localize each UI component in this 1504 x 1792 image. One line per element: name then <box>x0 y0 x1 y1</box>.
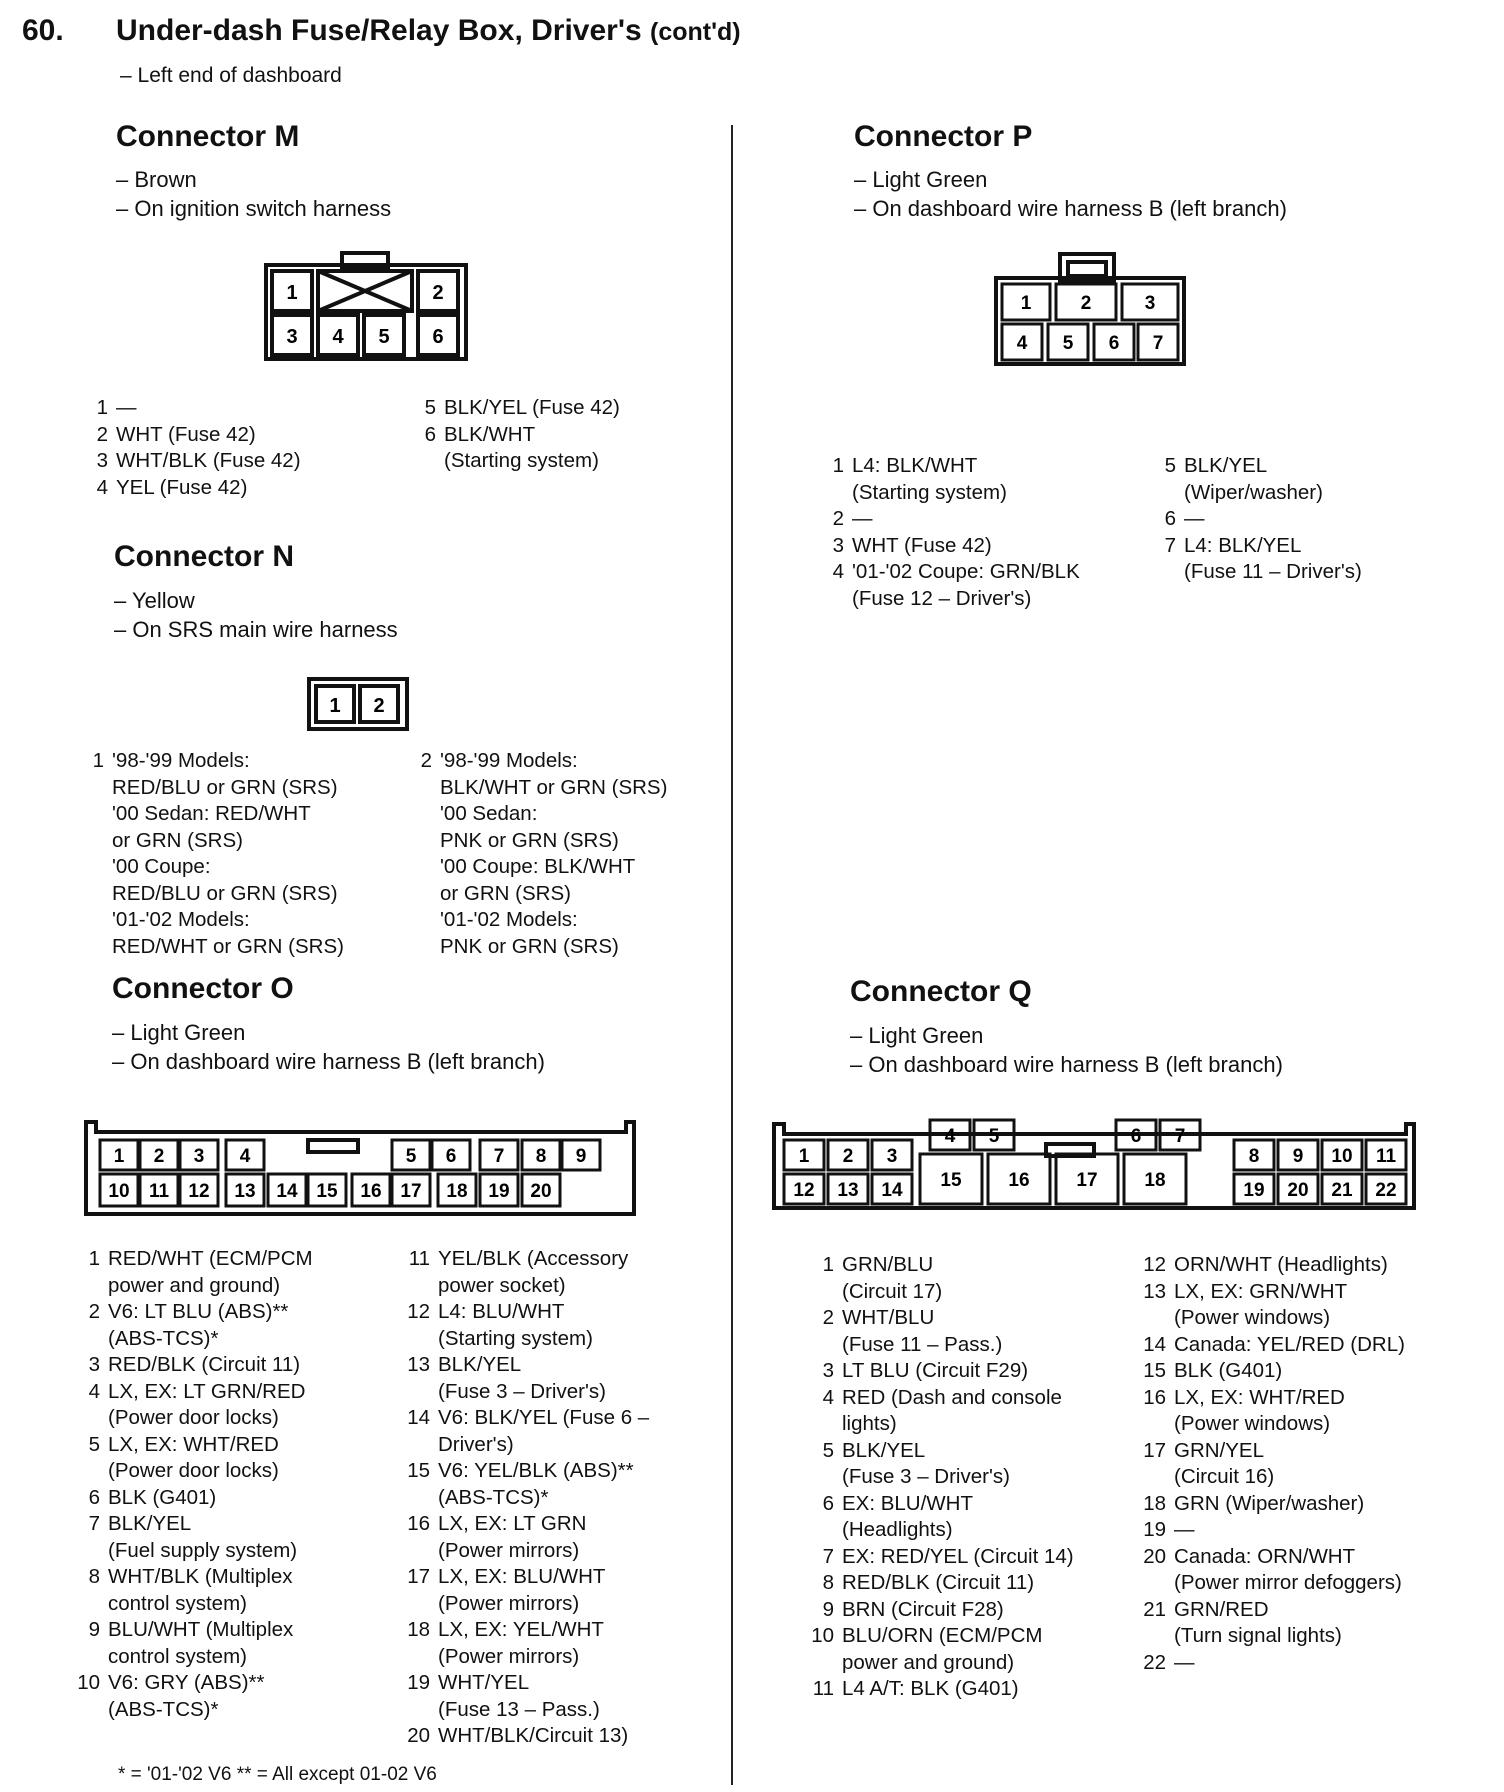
pin-number: 2 <box>420 749 432 772</box>
connector-p-diagram <box>992 250 1192 370</box>
pin-entry <box>414 395 714 422</box>
connector-m-location: – On ignition switch harness <box>116 196 392 221</box>
pin-number: 3 <box>88 1353 100 1376</box>
pin-wire-description: EX: BLU/WHT (Headlights) <box>842 1491 973 1541</box>
section-number: 60. <box>22 14 64 47</box>
pin-entry <box>82 748 412 960</box>
pin-number: 4 <box>96 475 108 499</box>
pin-wire-description: L4: BLK/WHT (Starting system) <box>852 454 1007 504</box>
pin-entry <box>1136 1517 1496 1544</box>
pin-number: 17 <box>1143 1438 1166 1462</box>
pin-entry <box>1136 1544 1496 1597</box>
pin-number: 6 <box>424 422 436 446</box>
pin-wire-description: GRN/BLU (Circuit 17) <box>842 1253 943 1303</box>
connector-q-pin-label: 6 <box>1130 1125 1142 1147</box>
pin-wire-description: GRN/YEL (Circuit 16) <box>1174 1438 1275 1488</box>
connector-q-pin-label: 2 <box>842 1145 854 1167</box>
pin-entry <box>400 1723 730 1750</box>
connector-n-pins-col2 <box>410 748 730 960</box>
connector-o-pin-label: 13 <box>234 1180 256 1202</box>
connector-o-latch <box>308 1140 358 1152</box>
pin-entry <box>86 422 406 449</box>
connector-q-desc <box>850 1021 1283 1079</box>
pin-wire-description: V6: YEL/BLK (ABS)** (ABS-TCS)* <box>438 1459 634 1509</box>
pin-entry <box>804 1597 1144 1624</box>
pin-wire-description: — <box>1184 507 1205 530</box>
pin-number: 6 <box>822 1491 834 1515</box>
pin-entry <box>820 506 1160 533</box>
pin-number: 15 <box>407 1459 430 1482</box>
pin-entry <box>70 1485 410 1512</box>
pin-wire-description: — <box>1174 1518 1195 1541</box>
pin-entry <box>1136 1252 1496 1279</box>
connector-p-latch-inner <box>1068 262 1106 276</box>
connector-q-pin-label: 21 <box>1331 1179 1353 1201</box>
connector-q-pin-label: 17 <box>1076 1169 1098 1191</box>
pin-wire-description: LX, EX: YEL/WHT (Power mirrors) <box>438 1618 604 1668</box>
pin-number: 2 <box>88 1300 100 1323</box>
pin-entry <box>70 1299 410 1352</box>
pin-wire-description: YEL/BLK (Accessory power socket) <box>438 1247 629 1297</box>
pin-entry <box>70 1432 410 1485</box>
pin-wire-description: LX, EX: LT GRN (Power mirrors) <box>438 1512 587 1562</box>
connector-q-pin-label: 12 <box>793 1179 815 1201</box>
pin-number: 1 <box>92 749 104 772</box>
pin-wire-description: EX: RED/YEL (Circuit 14) <box>842 1544 1074 1568</box>
page-title-main: Under-dash Fuse/Relay Box, Driver's <box>116 14 642 47</box>
page-title-suffix: (cont'd) <box>650 18 741 46</box>
pin-wire-description: BLK/YEL (Fuse 42) <box>444 396 620 419</box>
pin-wire-description: '01-'02 Coupe: GRN/BLK (Fuse 12 – Driver's) <box>852 560 1080 610</box>
connector-n-pin-label: 2 <box>373 695 385 717</box>
connector-o-pin-label: 17 <box>400 1180 422 1202</box>
pin-entry <box>820 453 1160 506</box>
pin-wire-description: WHT/YEL (Fuse 13 – Pass.) <box>438 1671 600 1721</box>
connector-o-pin-label: 6 <box>445 1145 457 1167</box>
page-subtitle: – Left end of dashboard <box>120 64 342 87</box>
pin-entry <box>1136 1332 1496 1359</box>
pin-number: 4 <box>822 1385 834 1409</box>
connector-q-pin-label: 5 <box>988 1125 1000 1147</box>
pin-number: 16 <box>407 1512 430 1535</box>
pin-entry <box>400 1352 730 1405</box>
pin-number: 10 <box>77 1671 100 1694</box>
pin-wire-description: WHT (Fuse 42) <box>852 533 992 557</box>
connector-o-pins-col2 <box>400 1246 730 1750</box>
connector-o-pin-label: 20 <box>530 1180 552 1202</box>
pin-wire-description: BLK/YEL (Fuse 3 – Driver's) <box>842 1438 1010 1488</box>
connector-n-pin-label: 1 <box>329 695 341 717</box>
pin-wire-description: LX, EX: LT GRN/RED (Power door locks) <box>108 1379 306 1429</box>
pin-wire-description: BLK/YEL (Wiper/washer) <box>1184 454 1323 504</box>
pin-entry <box>86 448 406 475</box>
connector-q-title: Connector Q <box>850 975 1032 1008</box>
connector-p-pins-col1 <box>820 453 1160 612</box>
connector-o-footnote: * = '01-'02 V6 ** = All except 01-02 V6 <box>118 1764 437 1785</box>
connector-m-pin-label: 6 <box>432 326 444 348</box>
pin-entry <box>70 1379 410 1432</box>
connector-p-pins-col2 <box>1152 453 1492 586</box>
pin-wire-description: WHT/BLK (Fuse 42) <box>116 449 301 472</box>
pin-entry <box>70 1617 410 1670</box>
connector-n-location: – On SRS main wire harness <box>114 617 398 642</box>
connector-p-pin-grid <box>1002 284 1178 360</box>
connector-q-pin-label: 15 <box>940 1169 962 1191</box>
pin-number: 20 <box>1143 1544 1166 1568</box>
pin-number: 17 <box>407 1565 430 1588</box>
connector-q-pins-col2 <box>1136 1252 1496 1676</box>
pin-wire-description: BLU/WHT (Multiplex control system) <box>108 1618 294 1668</box>
pin-wire-description: L4 A/T: BLK (G401) <box>842 1677 1019 1700</box>
pin-number: 10 <box>811 1624 834 1647</box>
pin-entry <box>1136 1491 1496 1518</box>
connector-n-pins-col1 <box>82 748 412 960</box>
pin-entry <box>400 1511 730 1564</box>
pin-entry <box>804 1544 1144 1571</box>
connector-q-pin-label: 20 <box>1287 1179 1309 1201</box>
pin-entry <box>804 1385 1144 1438</box>
connector-m-pin-label: 1 <box>286 282 298 304</box>
pin-number: 1 <box>822 1253 834 1276</box>
pin-entry <box>70 1564 410 1617</box>
pin-wire-description: Canada: ORN/WHT (Power mirror defoggers) <box>1174 1544 1402 1594</box>
pin-number: 12 <box>407 1300 430 1323</box>
pin-number: 11 <box>408 1247 430 1270</box>
connector-q-pin-label: 19 <box>1243 1179 1265 1201</box>
connector-p-pin-label: 6 <box>1108 332 1120 354</box>
pin-number: 2 <box>96 422 108 446</box>
connector-o-pin-label: 5 <box>405 1145 417 1167</box>
connector-o-desc <box>112 1018 545 1076</box>
connector-n-color: – Yellow <box>114 588 195 613</box>
pin-number: 19 <box>407 1671 430 1694</box>
pin-number: 5 <box>822 1438 834 1462</box>
pin-entry <box>400 1458 730 1511</box>
connector-m-desc <box>116 165 391 223</box>
pin-number: 19 <box>1143 1518 1166 1541</box>
pin-wire-description: BLK/WHT (Starting system) <box>444 422 599 472</box>
pin-entry <box>400 1670 730 1723</box>
connector-q-pin-label: 4 <box>944 1125 956 1147</box>
pin-wire-description: '98-'99 Models: BLK/WHT or GRN (SRS) '00 Sedan: PNK or GRN (SRS) '00 Coupe: BLK/WHT or GRN (SRS) '01-'02 Models: PNK or GRN (SRS) <box>440 749 668 958</box>
pin-wire-description: LX, EX: GRN/WHT (Power windows) <box>1174 1279 1348 1329</box>
pin-number: 7 <box>822 1544 834 1568</box>
connector-q-pin-label: 3 <box>886 1145 898 1167</box>
connector-p-pin-label: 3 <box>1144 292 1156 314</box>
pin-wire-description: WHT/BLU (Fuse 11 – Pass.) <box>842 1306 1003 1356</box>
pin-entry <box>86 475 406 502</box>
connector-p-location: – On dashboard wire harness B (left branch) <box>854 196 1287 221</box>
pin-number: 3 <box>832 533 844 557</box>
pin-wire-description: V6: BLK/YEL (Fuse 6 – Driver's) <box>438 1406 650 1456</box>
pin-wire-description: RED/WHT (ECM/PCM power and ground) <box>108 1247 313 1297</box>
pin-entry <box>820 533 1160 560</box>
pin-number: 14 <box>407 1406 430 1429</box>
connector-q-pin-label: 9 <box>1292 1145 1304 1167</box>
connector-o-pin-label: 16 <box>360 1180 382 1202</box>
pin-entry <box>804 1252 1144 1305</box>
connector-m-color: – Brown <box>116 167 197 192</box>
connector-p-color: – Light Green <box>854 167 988 192</box>
pin-number: 7 <box>88 1512 100 1535</box>
connector-o-pin-label: 15 <box>316 1180 338 1202</box>
pin-entry <box>400 1246 730 1299</box>
connector-q-pin-label: 14 <box>881 1179 903 1201</box>
pin-entry <box>410 748 730 960</box>
connector-q-diagram <box>770 1112 1420 1224</box>
pin-wire-description: RED (Dash and console lights) <box>842 1385 1062 1435</box>
pin-number: 1 <box>832 454 844 477</box>
pin-wire-description: — <box>116 396 137 419</box>
pin-wire-description: BRN (Circuit F28) <box>842 1597 1004 1621</box>
connector-p-pin-label: 1 <box>1020 292 1032 314</box>
pin-entry <box>804 1305 1144 1358</box>
pin-wire-description: LX, EX: BLU/WHT (Power mirrors) <box>438 1565 606 1615</box>
connector-m-pin-label: 2 <box>432 282 444 304</box>
pin-number: 13 <box>407 1353 430 1376</box>
pin-number: 3 <box>96 449 108 472</box>
pin-number: 20 <box>407 1724 430 1747</box>
pin-number: 16 <box>1143 1385 1166 1409</box>
pin-entry <box>1136 1385 1496 1438</box>
pin-number: 1 <box>88 1247 100 1270</box>
pin-entry <box>804 1570 1144 1597</box>
connector-n-title: Connector N <box>114 540 294 573</box>
pin-entry <box>1136 1358 1496 1385</box>
column-divider <box>731 125 733 1785</box>
pin-number: 15 <box>1143 1359 1166 1382</box>
connector-o-pin-grid <box>100 1140 600 1206</box>
pin-number: 9 <box>88 1618 100 1641</box>
connector-q-pin-label: 22 <box>1375 1179 1397 1201</box>
pin-wire-description: V6: GRY (ABS)** (ABS-TCS)* <box>108 1671 265 1721</box>
pin-entry <box>70 1352 410 1379</box>
connector-q-pin-label: 16 <box>1008 1169 1030 1191</box>
pin-wire-description: LT BLU (Circuit F29) <box>842 1359 1029 1382</box>
pin-number: 5 <box>88 1432 100 1456</box>
pin-entry <box>820 559 1160 612</box>
pin-number: 6 <box>1164 507 1176 530</box>
pin-wire-description: BLK (G401) <box>1174 1359 1283 1382</box>
pin-entry <box>1136 1438 1496 1491</box>
pin-number: 22 <box>1143 1650 1166 1674</box>
pin-number: 13 <box>1143 1279 1166 1303</box>
pin-number: 11 <box>812 1677 834 1700</box>
connector-q-pin-label: 18 <box>1144 1169 1166 1191</box>
connector-m-pins-col1 <box>86 395 406 501</box>
pin-wire-description: RED/BLK (Circuit 11) <box>842 1571 1035 1594</box>
pin-number: 9 <box>822 1597 834 1621</box>
connector-m-pin-label: 3 <box>286 326 298 348</box>
pin-number: 4 <box>832 560 844 583</box>
pin-number: 8 <box>88 1565 100 1588</box>
connector-m-pin-label: 4 <box>332 326 344 348</box>
connector-p-title: Connector P <box>854 120 1033 153</box>
pin-entry <box>1136 1650 1496 1677</box>
pin-wire-description: GRN (Wiper/washer) <box>1174 1491 1365 1515</box>
connector-q-pin-label: 10 <box>1331 1145 1353 1167</box>
pin-entry <box>804 1676 1144 1703</box>
pin-entry <box>804 1623 1144 1676</box>
connector-q-pin-label: 11 <box>1375 1145 1397 1167</box>
pin-wire-description: '98-'99 Models: RED/BLU or GRN (SRS) '00 Sedan: RED/WHT or GRN (SRS) '00 Coupe: RED/BLU or GRN (SRS) '01-'02 Models: RED/WHT or GRN (SRS) <box>112 749 344 958</box>
connector-o-color: – Light Green <box>112 1020 246 1045</box>
pin-number: 3 <box>822 1359 834 1382</box>
pin-wire-description: Canada: YEL/RED (DRL) <box>1174 1332 1405 1356</box>
connector-o-location: – On dashboard wire harness B (left branch) <box>112 1049 545 1074</box>
connector-q-pins-col1 <box>804 1252 1144 1703</box>
pin-number: 21 <box>1143 1597 1166 1621</box>
connector-o-title: Connector O <box>112 972 294 1005</box>
connector-o-pin-label: 14 <box>276 1180 298 1202</box>
connector-m-diagram <box>262 245 472 365</box>
pin-number: 8 <box>822 1571 834 1594</box>
pin-entry <box>70 1670 410 1723</box>
pin-wire-description: BLK/YEL (Fuse 3 – Driver's) <box>438 1353 606 1403</box>
connector-o-pin-label: 4 <box>239 1145 251 1167</box>
pin-entry <box>70 1511 410 1564</box>
connector-m-title: Connector M <box>116 120 300 153</box>
pin-entry <box>1136 1597 1496 1650</box>
pin-wire-description: WHT (Fuse 42) <box>116 422 256 446</box>
pin-wire-description: — <box>1174 1650 1195 1674</box>
pin-entry <box>400 1405 730 1458</box>
connector-o-pin-label: 19 <box>488 1180 510 1202</box>
pin-wire-description: YEL (Fuse 42) <box>116 475 248 499</box>
pin-number: 7 <box>1164 533 1176 557</box>
pin-wire-description: BLK (G401) <box>108 1485 217 1509</box>
pin-wire-description: GRN/RED (Turn signal lights) <box>1174 1597 1342 1647</box>
pin-wire-description: BLK/YEL (Fuel supply system) <box>108 1512 298 1562</box>
pin-number: 5 <box>424 396 436 419</box>
connector-o-pin-label: 7 <box>493 1145 505 1167</box>
connector-o-pin-label: 10 <box>108 1180 130 1202</box>
pin-entry <box>400 1617 730 1670</box>
connector-o-pin-label: 11 <box>148 1180 170 1202</box>
pin-wire-description: LX, EX: WHT/RED (Power door locks) <box>108 1432 279 1482</box>
pin-entry <box>1152 506 1492 533</box>
connector-n-diagram <box>306 676 412 734</box>
pin-number: 12 <box>1143 1253 1166 1276</box>
connector-p-pin-label: 4 <box>1016 332 1028 354</box>
pin-wire-description: WHT/BLK (Multiplex control system) <box>108 1565 293 1615</box>
pin-number: 5 <box>1164 454 1176 477</box>
pin-wire-description: RED/BLK (Circuit 11) <box>108 1353 301 1376</box>
connector-m-pin-label: 5 <box>378 326 390 348</box>
page-title <box>116 14 741 48</box>
connector-q-color: – Light Green <box>850 1023 984 1048</box>
pin-entry <box>86 395 406 422</box>
pin-entry <box>400 1564 730 1617</box>
connector-o-pin-label: 18 <box>446 1180 468 1202</box>
pin-wire-description: ORN/WHT (Headlights) <box>1174 1253 1388 1276</box>
connector-q-location: – On dashboard wire harness B (left branch) <box>850 1052 1283 1077</box>
connector-o-pin-label: 12 <box>188 1180 210 1202</box>
pin-wire-description: L4: BLK/YEL (Fuse 11 – Driver's) <box>1184 533 1362 583</box>
connector-n-desc <box>114 586 398 644</box>
connector-o-pin-label: 8 <box>535 1145 547 1167</box>
pin-wire-description: V6: LT BLU (ABS)** (ABS-TCS)* <box>108 1300 289 1350</box>
connector-q-pin-label: 13 <box>837 1179 859 1201</box>
pin-entry <box>804 1491 1144 1544</box>
pin-wire-description: BLU/ORN (ECM/PCM power and ground) <box>842 1624 1043 1674</box>
connector-o-pin-label: 1 <box>113 1145 125 1167</box>
pin-entry <box>414 422 714 475</box>
connector-q-pin-label: 8 <box>1248 1145 1260 1167</box>
pin-entry <box>70 1246 410 1299</box>
pin-entry <box>1136 1279 1496 1332</box>
pin-number: 4 <box>88 1379 100 1403</box>
pin-wire-description: — <box>852 507 873 530</box>
connector-o-pin-label: 3 <box>193 1145 205 1167</box>
pin-wire-description: LX, EX: WHT/RED (Power windows) <box>1174 1385 1345 1435</box>
pin-entry <box>1152 533 1492 586</box>
connector-o-diagram <box>82 1110 642 1220</box>
pin-wire-description: WHT/BLK/Circuit 13) <box>438 1724 629 1747</box>
pin-number: 14 <box>1143 1332 1166 1356</box>
pin-number: 2 <box>822 1306 834 1329</box>
pin-number: 1 <box>96 396 108 419</box>
connector-p-desc <box>854 165 1287 223</box>
pin-number: 18 <box>1143 1491 1166 1515</box>
connector-o-pin-label: 9 <box>575 1145 587 1167</box>
pin-entry <box>400 1299 730 1352</box>
pin-entry <box>804 1438 1144 1491</box>
pin-entry <box>804 1358 1144 1385</box>
connector-p-pin-label: 2 <box>1080 292 1092 314</box>
pin-entry <box>1152 453 1492 506</box>
pin-number: 2 <box>832 507 844 530</box>
connector-o-pins-col1 <box>70 1246 410 1723</box>
connector-p-pin-label: 7 <box>1152 332 1164 354</box>
connector-q-pin-label: 1 <box>798 1145 810 1167</box>
connector-p-pin-label: 5 <box>1062 332 1074 354</box>
pin-wire-description: L4: BLU/WHT (Starting system) <box>438 1300 593 1350</box>
connector-o-pin-label: 2 <box>153 1145 165 1167</box>
connector-m-pins-col2 <box>414 395 714 475</box>
pin-number: 18 <box>407 1618 430 1641</box>
pin-number: 6 <box>88 1485 100 1509</box>
connector-q-pin-label: 7 <box>1174 1125 1186 1147</box>
